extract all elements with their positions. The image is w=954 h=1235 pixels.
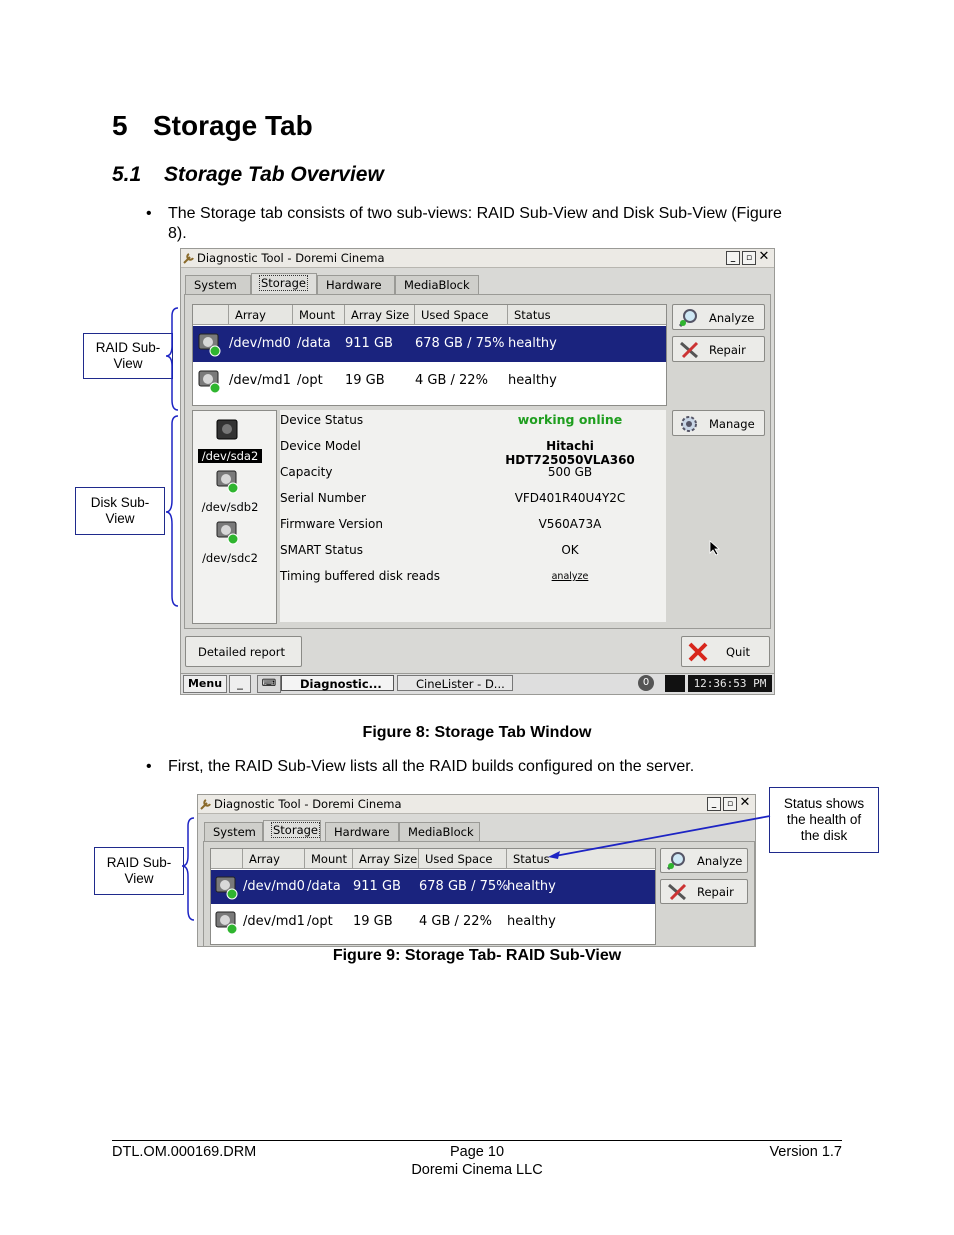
row-device: /dev/md1 <box>229 373 291 388</box>
tab-storage[interactable]: Storage <box>263 820 321 841</box>
row-used: 678 GB / 75% <box>419 879 509 894</box>
status-callout: Status shows the health of the disk <box>769 787 879 853</box>
row-mount: /data <box>297 336 331 351</box>
window-title: Diagnostic Tool - Doremi Cinema <box>197 251 385 265</box>
analyze-label: Analyze <box>709 311 755 325</box>
detail-label: Device Status <box>280 413 364 427</box>
disk-item[interactable]: /dev/sdb2 <box>201 500 259 514</box>
manage-label: Manage <box>709 417 755 431</box>
notification-badge[interactable]: 0 <box>638 675 654 691</box>
maximize-button[interactable]: ▫ <box>723 797 737 811</box>
row-size: 911 GB <box>353 879 401 894</box>
red-x-icon <box>687 642 709 662</box>
bullet-item <box>146 204 836 244</box>
analyze-button[interactable] <box>672 304 765 330</box>
figure8-caption: Figure 8: Storage Tab Window <box>362 724 592 741</box>
raid-subview-callout: RAID Sub- View <box>83 333 173 379</box>
company-name: Doremi Cinema LLC <box>411 1162 543 1178</box>
subsection-number: 5.1 <box>112 163 142 186</box>
quit-button[interactable] <box>681 636 770 667</box>
column-header[interactable]: Used Space <box>415 305 508 325</box>
tab-hardware[interactable]: Hardware <box>317 275 395 294</box>
bullet-dot: • <box>146 205 152 222</box>
hard-drive-icon <box>197 368 223 394</box>
row-mount: /opt <box>297 373 323 388</box>
detail-label: Device Model <box>280 439 361 453</box>
bullet-item <box>146 757 836 777</box>
gear-icon <box>678 414 700 434</box>
column-header[interactable]: Status <box>508 305 666 325</box>
taskbar <box>181 673 774 694</box>
disk-details <box>280 410 666 622</box>
detailed-report-button[interactable] <box>185 636 302 667</box>
column-header[interactable]: Array Size <box>345 305 415 325</box>
close-button[interactable]: ✕ <box>739 795 751 810</box>
task-cinelister[interactable]: CineLister - D... <box>397 675 513 691</box>
show-desktop-button[interactable]: _ <box>229 675 251 693</box>
bullet-dot: • <box>146 758 152 775</box>
bullet-text: The Storage tab consists of two sub-views: RAID Sub-View and Disk Sub-View (Figure <box>168 205 782 222</box>
menu-button[interactable]: Menu <box>183 675 227 693</box>
bracket-lines <box>160 300 184 612</box>
detail-label: Serial Number <box>280 491 366 505</box>
disk-item[interactable]: /dev/sdc2 <box>202 551 258 565</box>
figure9-caption: Figure 9: Storage Tab- RAID Sub-View <box>332 947 622 964</box>
column-header[interactable]: Array <box>229 305 293 325</box>
row-mount: /opt <box>307 914 333 929</box>
column-header <box>193 305 229 325</box>
disk-subview-callout: Disk Sub- View <box>75 487 165 535</box>
analyze-label: Analyze <box>697 854 743 868</box>
detail-label: SMART Status <box>280 543 364 557</box>
figure8-window <box>180 248 775 695</box>
tab-storage[interactable]: Storage <box>251 273 317 294</box>
table-row[interactable] <box>193 363 666 399</box>
detail-value: Hitachi HDT725050VLA360 <box>505 439 635 467</box>
task-diagnostic[interactable]: Diagnostic... <box>281 675 394 691</box>
tab-mediablock[interactable]: MediaBlock <box>395 275 479 294</box>
detail-value: OK <box>561 543 579 557</box>
section-title: Storage Tab <box>153 110 313 141</box>
row-device: /dev/md0 <box>243 879 305 894</box>
annotation-lines <box>180 810 780 925</box>
magnifier-icon <box>678 308 700 328</box>
tab-system[interactable]: System <box>204 822 263 841</box>
row-size: 19 GB <box>345 373 385 388</box>
minimize-button[interactable]: _ <box>726 251 740 265</box>
detail-value: 500 GB <box>547 465 593 479</box>
tab-system[interactable]: System <box>185 275 251 294</box>
row-status: healthy <box>508 336 557 351</box>
clock: 12:36:53 PM <box>688 675 772 692</box>
row-status: healthy <box>507 879 556 894</box>
section-heading <box>112 110 313 142</box>
quit-label: Quit <box>726 645 751 659</box>
page-number: Page 10 <box>449 1144 505 1160</box>
detail-value: V560A73A <box>538 517 602 531</box>
table-row[interactable] <box>193 326 666 362</box>
subsection-title: Storage Tab Overview <box>164 163 384 186</box>
row-mount: /data <box>307 879 341 894</box>
detail-label: Timing buffered disk reads <box>280 569 440 583</box>
tab-mediablock[interactable]: MediaBlock <box>399 822 480 841</box>
detail-label: Capacity <box>280 465 333 479</box>
page-footer <box>112 1140 842 1178</box>
repair-label: Repair <box>709 343 746 357</box>
detailed-report-label: Detailed report <box>198 645 286 659</box>
maximize-button[interactable]: ▫ <box>742 251 756 265</box>
tab-panel <box>184 294 771 629</box>
keyboard-icon[interactable]: ⌨ <box>257 675 281 693</box>
analyze-link[interactable]: analyze <box>551 571 589 582</box>
hard-drive-icon <box>215 519 241 545</box>
row-status: healthy <box>508 373 557 388</box>
mouse-cursor-icon <box>709 540 721 556</box>
detail-value: working online <box>517 412 623 427</box>
column-header[interactable]: Used Space <box>419 849 507 869</box>
hard-drive-icon <box>215 468 241 494</box>
column-header[interactable]: Mount <box>305 849 353 869</box>
detail-label: Firmware Version <box>280 517 383 531</box>
row-size: 19 GB <box>353 914 393 929</box>
subsection-heading <box>112 163 384 187</box>
disk-list <box>192 410 277 624</box>
tools-icon <box>678 340 700 360</box>
bullet-text: First, the RAID Sub-View lists all the RAID builds configured on the server. <box>168 758 695 775</box>
title-bar <box>181 249 774 268</box>
row-size: 911 GB <box>345 336 393 351</box>
row-used: 4 GB / 22% <box>415 373 488 388</box>
row-device: /dev/md0 <box>229 336 291 351</box>
hard-drive-icon <box>215 417 241 443</box>
bullet-text: 8). <box>168 225 187 242</box>
column-header[interactable]: Array <box>243 849 305 869</box>
row-used: 4 GB / 22% <box>419 914 492 929</box>
raid-subview-callout: RAID Sub- View <box>94 847 184 895</box>
row-used: 678 GB / 75% <box>415 336 505 351</box>
raid-list <box>192 304 667 406</box>
wrench-icon <box>200 798 212 810</box>
tab-hardware[interactable]: Hardware <box>325 822 399 841</box>
repair-label: Repair <box>697 885 734 899</box>
window-title: Diagnostic Tool - Doremi Cinema <box>214 797 402 811</box>
doc-id: DTL.OM.000169.DRM <box>112 1144 257 1160</box>
disk-item[interactable]: /dev/sda2 <box>198 449 262 463</box>
repair-button[interactable] <box>672 336 765 362</box>
cpu-meter <box>665 675 685 692</box>
wrench-icon <box>183 252 195 264</box>
close-button[interactable]: ✕ <box>758 249 770 264</box>
hard-drive-icon <box>197 331 223 357</box>
row-status: healthy <box>507 914 556 929</box>
column-header[interactable]: Status <box>507 849 655 869</box>
minimize-button[interactable]: _ <box>707 797 721 811</box>
manage-button[interactable] <box>672 410 765 436</box>
column-header[interactable]: Array Size <box>353 849 419 869</box>
row-device: /dev/md1 <box>243 914 305 929</box>
version: Version 1.7 <box>769 1144 842 1160</box>
section-number: 5 <box>112 110 128 141</box>
column-header[interactable]: Mount <box>293 305 345 325</box>
detail-value: VFD401R40U4Y2C <box>514 491 626 505</box>
